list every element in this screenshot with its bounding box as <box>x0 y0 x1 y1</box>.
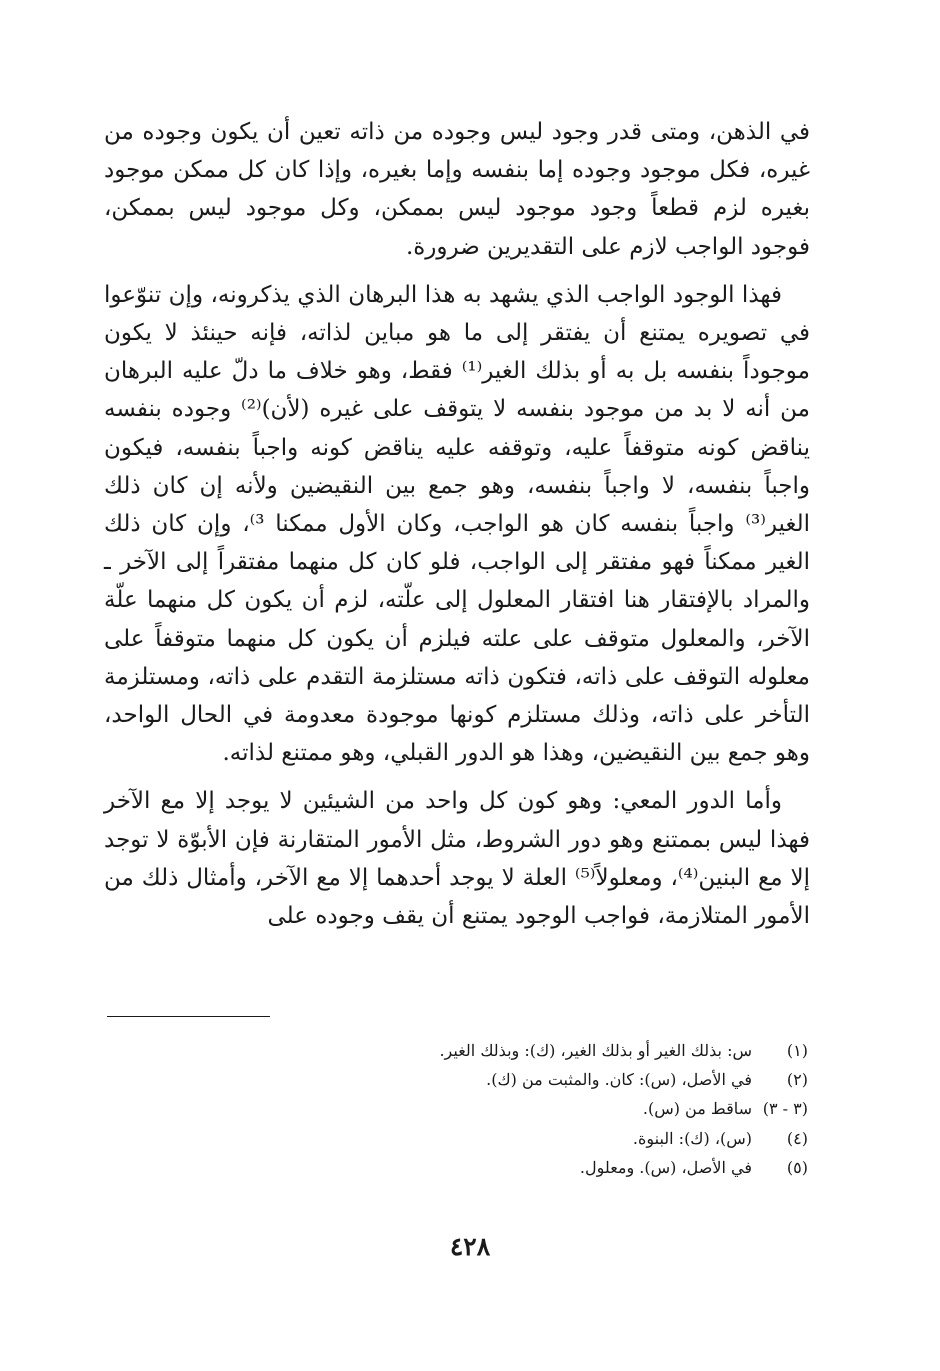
main-text <box>104 113 810 935</box>
footnote-item <box>107 1036 808 1065</box>
footnote-number: (٤) <box>786 1128 808 1148</box>
footnote-separator <box>107 1016 270 1017</box>
page-number: ٤٢٨ <box>449 1232 491 1261</box>
footnote-number: (١) <box>786 1041 808 1060</box>
footnote-text: (س)، (ك): البنوة. <box>632 1128 752 1148</box>
paragraph: فهذا الوجود الواجب الذي يشهد به هذا البرهان الذي يذكرونه، وإن تنوّعوا في تصويره يمتنع أن يفتقر إلى ما هو مباين لذاته، فإنه حينئذ لا يكون موجوداً بنفسه بل به أو بذلك الغير⁽¹⁾ فقط، وهو خلاف ما دلّ عليه البرهان من أنه لا بد من موجود بنفسه لا يتوقف على غيره (لأن)⁽²⁾ وجوده بنفسه يناقض كونه متوقفاً عليه، وتوقفه عليه يناقض كونه واجباً بنفسه، فيكون واجباً بنفسه، لا واجباً بنفسه، وهو جمع بين النقيضين ولأنه إن كان ذلك الغير⁽³⁾ واجباً بنفسه كان هو الواجب، وكان الأول ممكنا ³⁾، وإن كان ذلك الغير ممكناً فهو مفتقر إلى الواجب، فلو كان كل منهما مفتقراً إلى الآخر ـ والمراد بالإفتقار هنا افتقار المعلول إلى علّته، لزم أن يكون كل منهما علّة الآخر، والمعلول متوقف على علته فيلزم أن يكون كل منهما متوقفاً على معلوله التوقف على ذاته، فتكون ذاته مستلزمة التقدم على ذاته، ومستلزمة التأخر على ذاته، وذلك مستلزم كونها موجودة معدومة في الحال الواحد، وهو جمع بين النقيضين، وهذا هو الدور القبلي، وهو ممتنع لذاته. <box>104 281 810 767</box>
footnote-number: (٥) <box>786 1157 808 1177</box>
footnote-number: (٢) <box>786 1070 808 1090</box>
footnote-item <box>107 1094 808 1123</box>
footnotes <box>107 1036 808 1182</box>
footnote-text: في الأصل، (س): كان. والمثبت من (ك). <box>486 1070 752 1090</box>
footnote-item <box>107 1065 808 1094</box>
footnote-item <box>107 1153 808 1182</box>
paragraph: وأما الدور المعي: وهو كون كل واحد من الشيئين لا يوجد إلا مع الآخر فهذا ليس بممتنع وهو دور الشروط، مثل الأمور المتقارنة فإن الأبوّة لا توجد إلا مع البنين⁽⁴⁾، ومعلولاً⁽⁵⁾ العلة لا يوجد أحدهما إلا مع الآخر، وأمثال ذلك من الأمور المتلازمة، فواجب الوجود يمتنع أن يقف وجوده على <box>104 788 810 930</box>
footnote-text: س: بذلك الغير أو بذلك الغير، (ك): وبذلك الغير. <box>439 1041 752 1060</box>
footnote-number: (٣ - ٣) <box>762 1099 808 1119</box>
footnote-item <box>107 1124 808 1153</box>
footnote-text: في الأصل، (س). ومعلول. <box>579 1157 752 1177</box>
footnote-text: ساقط من (س). <box>642 1099 752 1119</box>
paragraph: في الذهن، ومتى قدر وجود ليس وجوده من ذاته تعين أن يكون وجوده من غيره، فكل موجود وجوده إما بنفسه وإما بغيره، وإذا كان كل ممكن موجود بغيره لزم قطعاً وجود موجود ليس بممكن، وكل موجود ليس بممكن، فوجود الواجب لازم على التقديرين ضرورة. <box>104 119 810 260</box>
